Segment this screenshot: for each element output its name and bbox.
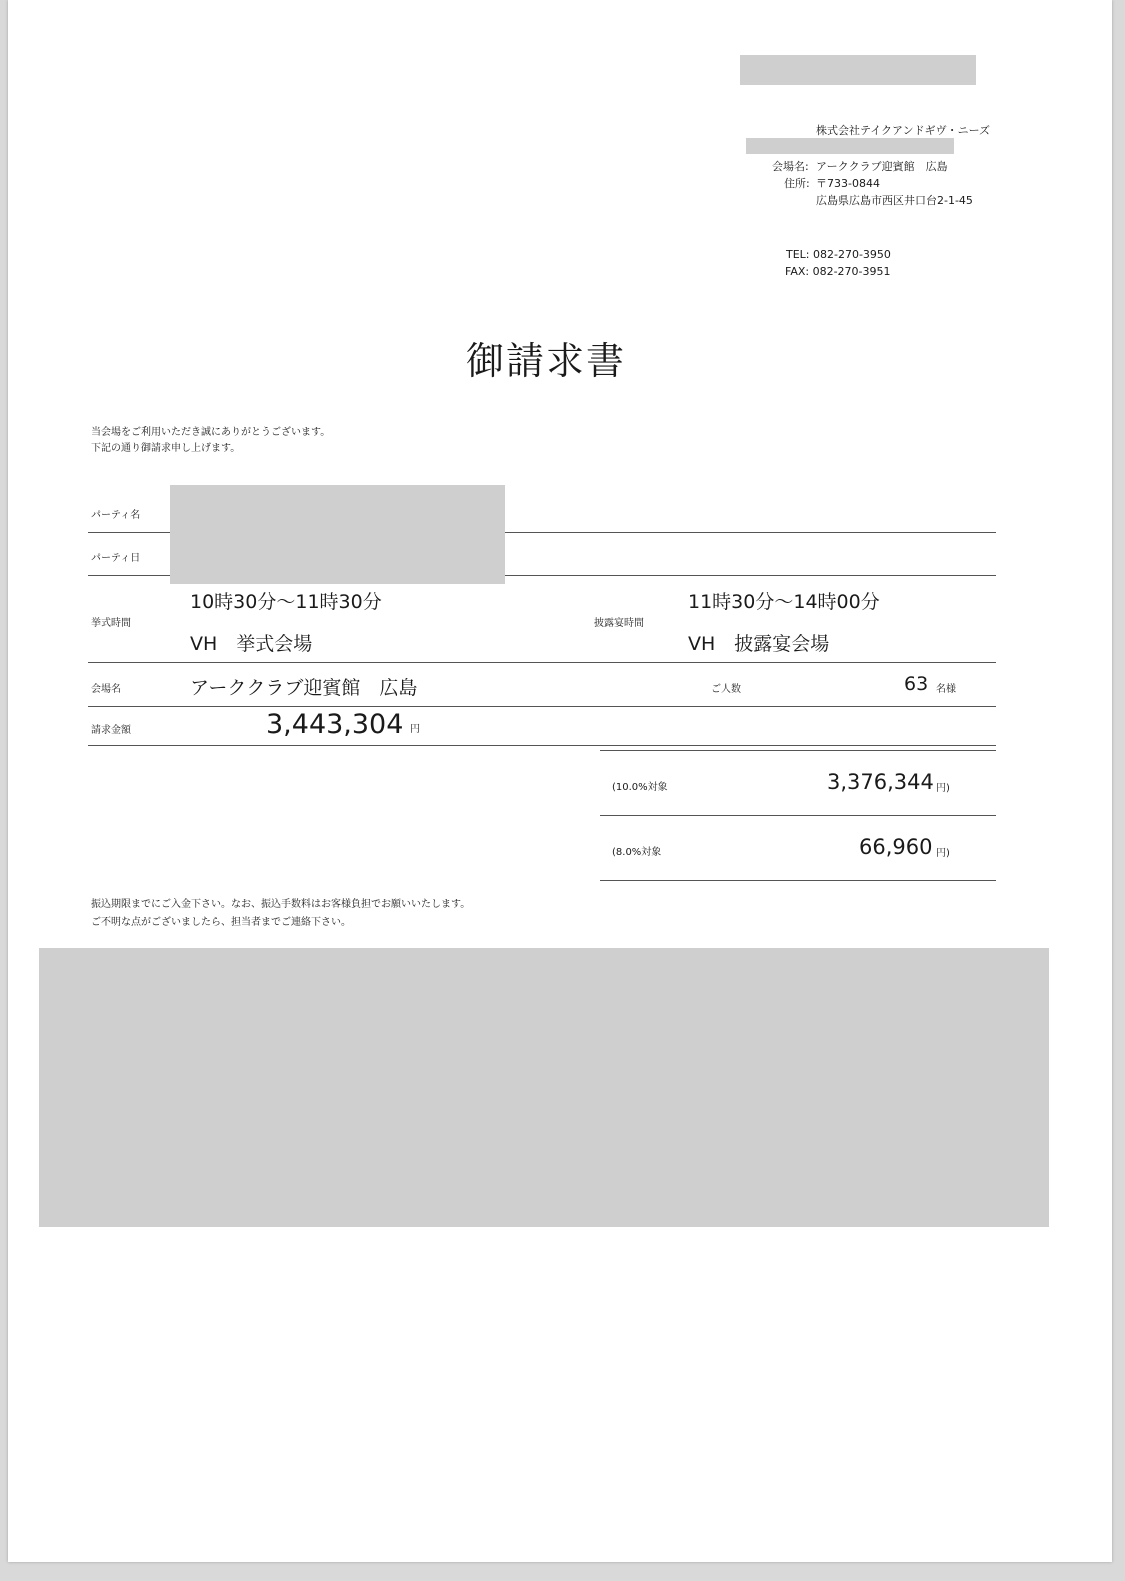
redacted-recipient xyxy=(740,55,976,85)
issuer-venue-label: 会場名: xyxy=(772,160,809,173)
issuer-address-label: 住所: xyxy=(784,177,810,190)
tax-8-label: (8.0%対象 xyxy=(612,847,662,858)
tax-rule-bottom xyxy=(600,880,996,881)
tax-rule-top xyxy=(600,750,996,751)
party-name-label: パーティ名 xyxy=(91,510,141,521)
issuer-venue: アーククラブ迎賓館 広島 xyxy=(816,160,948,173)
ceremony-place: VH 挙式会場 xyxy=(190,633,313,655)
reception-time: 11時30分〜14時00分 xyxy=(688,591,880,613)
reception-place: VH 披露宴会場 xyxy=(688,633,830,655)
amount-unit: 円 xyxy=(410,724,420,735)
issuer-company: 株式会社テイクアンドギヴ・ニーズ xyxy=(816,124,991,137)
venue-name: アーククラブ迎賓館 広島 xyxy=(190,677,418,699)
tax-10-amount: 3,376,344 xyxy=(827,770,934,794)
guests-unit: 名様 xyxy=(936,684,956,695)
guests-label: ご人数 xyxy=(711,684,741,695)
rule-3 xyxy=(88,662,996,663)
redacted-issuer-line xyxy=(746,138,954,154)
tax-rule-mid xyxy=(600,815,996,816)
redacted-bank-details xyxy=(39,948,1049,1227)
intro-line-2: 下記の通り御請求申し上げます。 xyxy=(91,443,241,454)
ceremony-time: 10時30分〜11時30分 xyxy=(190,591,382,613)
reception-time-label: 披露宴時間 xyxy=(594,618,644,629)
tax-10-label: (10.0%対象 xyxy=(612,782,668,793)
amount-label: 請求金額 xyxy=(91,725,131,736)
note-line-2: ご不明な点がございましたら、担当者までご連絡下さい。 xyxy=(91,917,351,928)
tax-10-unit: 円) xyxy=(936,783,950,794)
issuer-postal: 〒733-0844 xyxy=(816,177,880,190)
ceremony-time-label: 挙式時間 xyxy=(91,618,131,629)
issuer-tel: TEL: 082-270-3950 xyxy=(786,248,891,261)
tax-8-amount: 66,960 xyxy=(859,835,933,859)
rule-4 xyxy=(88,706,996,707)
party-date-label: パーティ日 xyxy=(91,553,141,564)
venue-label: 会場名 xyxy=(91,684,121,695)
issuer-fax: FAX: 082-270-3951 xyxy=(785,265,891,278)
note-line-1: 振込期限までにご入金下さい。なお、振込手数料はお客様負担でお願いいたします。 xyxy=(91,899,471,910)
rule-5 xyxy=(88,745,996,746)
invoice-page xyxy=(8,0,1112,1562)
guests-count: 63 xyxy=(904,673,929,695)
intro-line-1: 当会場をご利用いただき誠にありがとうございます。 xyxy=(91,427,331,438)
page-title: 御請求書 xyxy=(466,339,627,383)
redacted-party-info xyxy=(170,485,505,584)
invoice-amount: 3,443,304 xyxy=(266,709,404,740)
issuer-address: 広島県広島市西区井口台2-1-45 xyxy=(816,194,973,207)
tax-8-unit: 円) xyxy=(936,848,950,859)
